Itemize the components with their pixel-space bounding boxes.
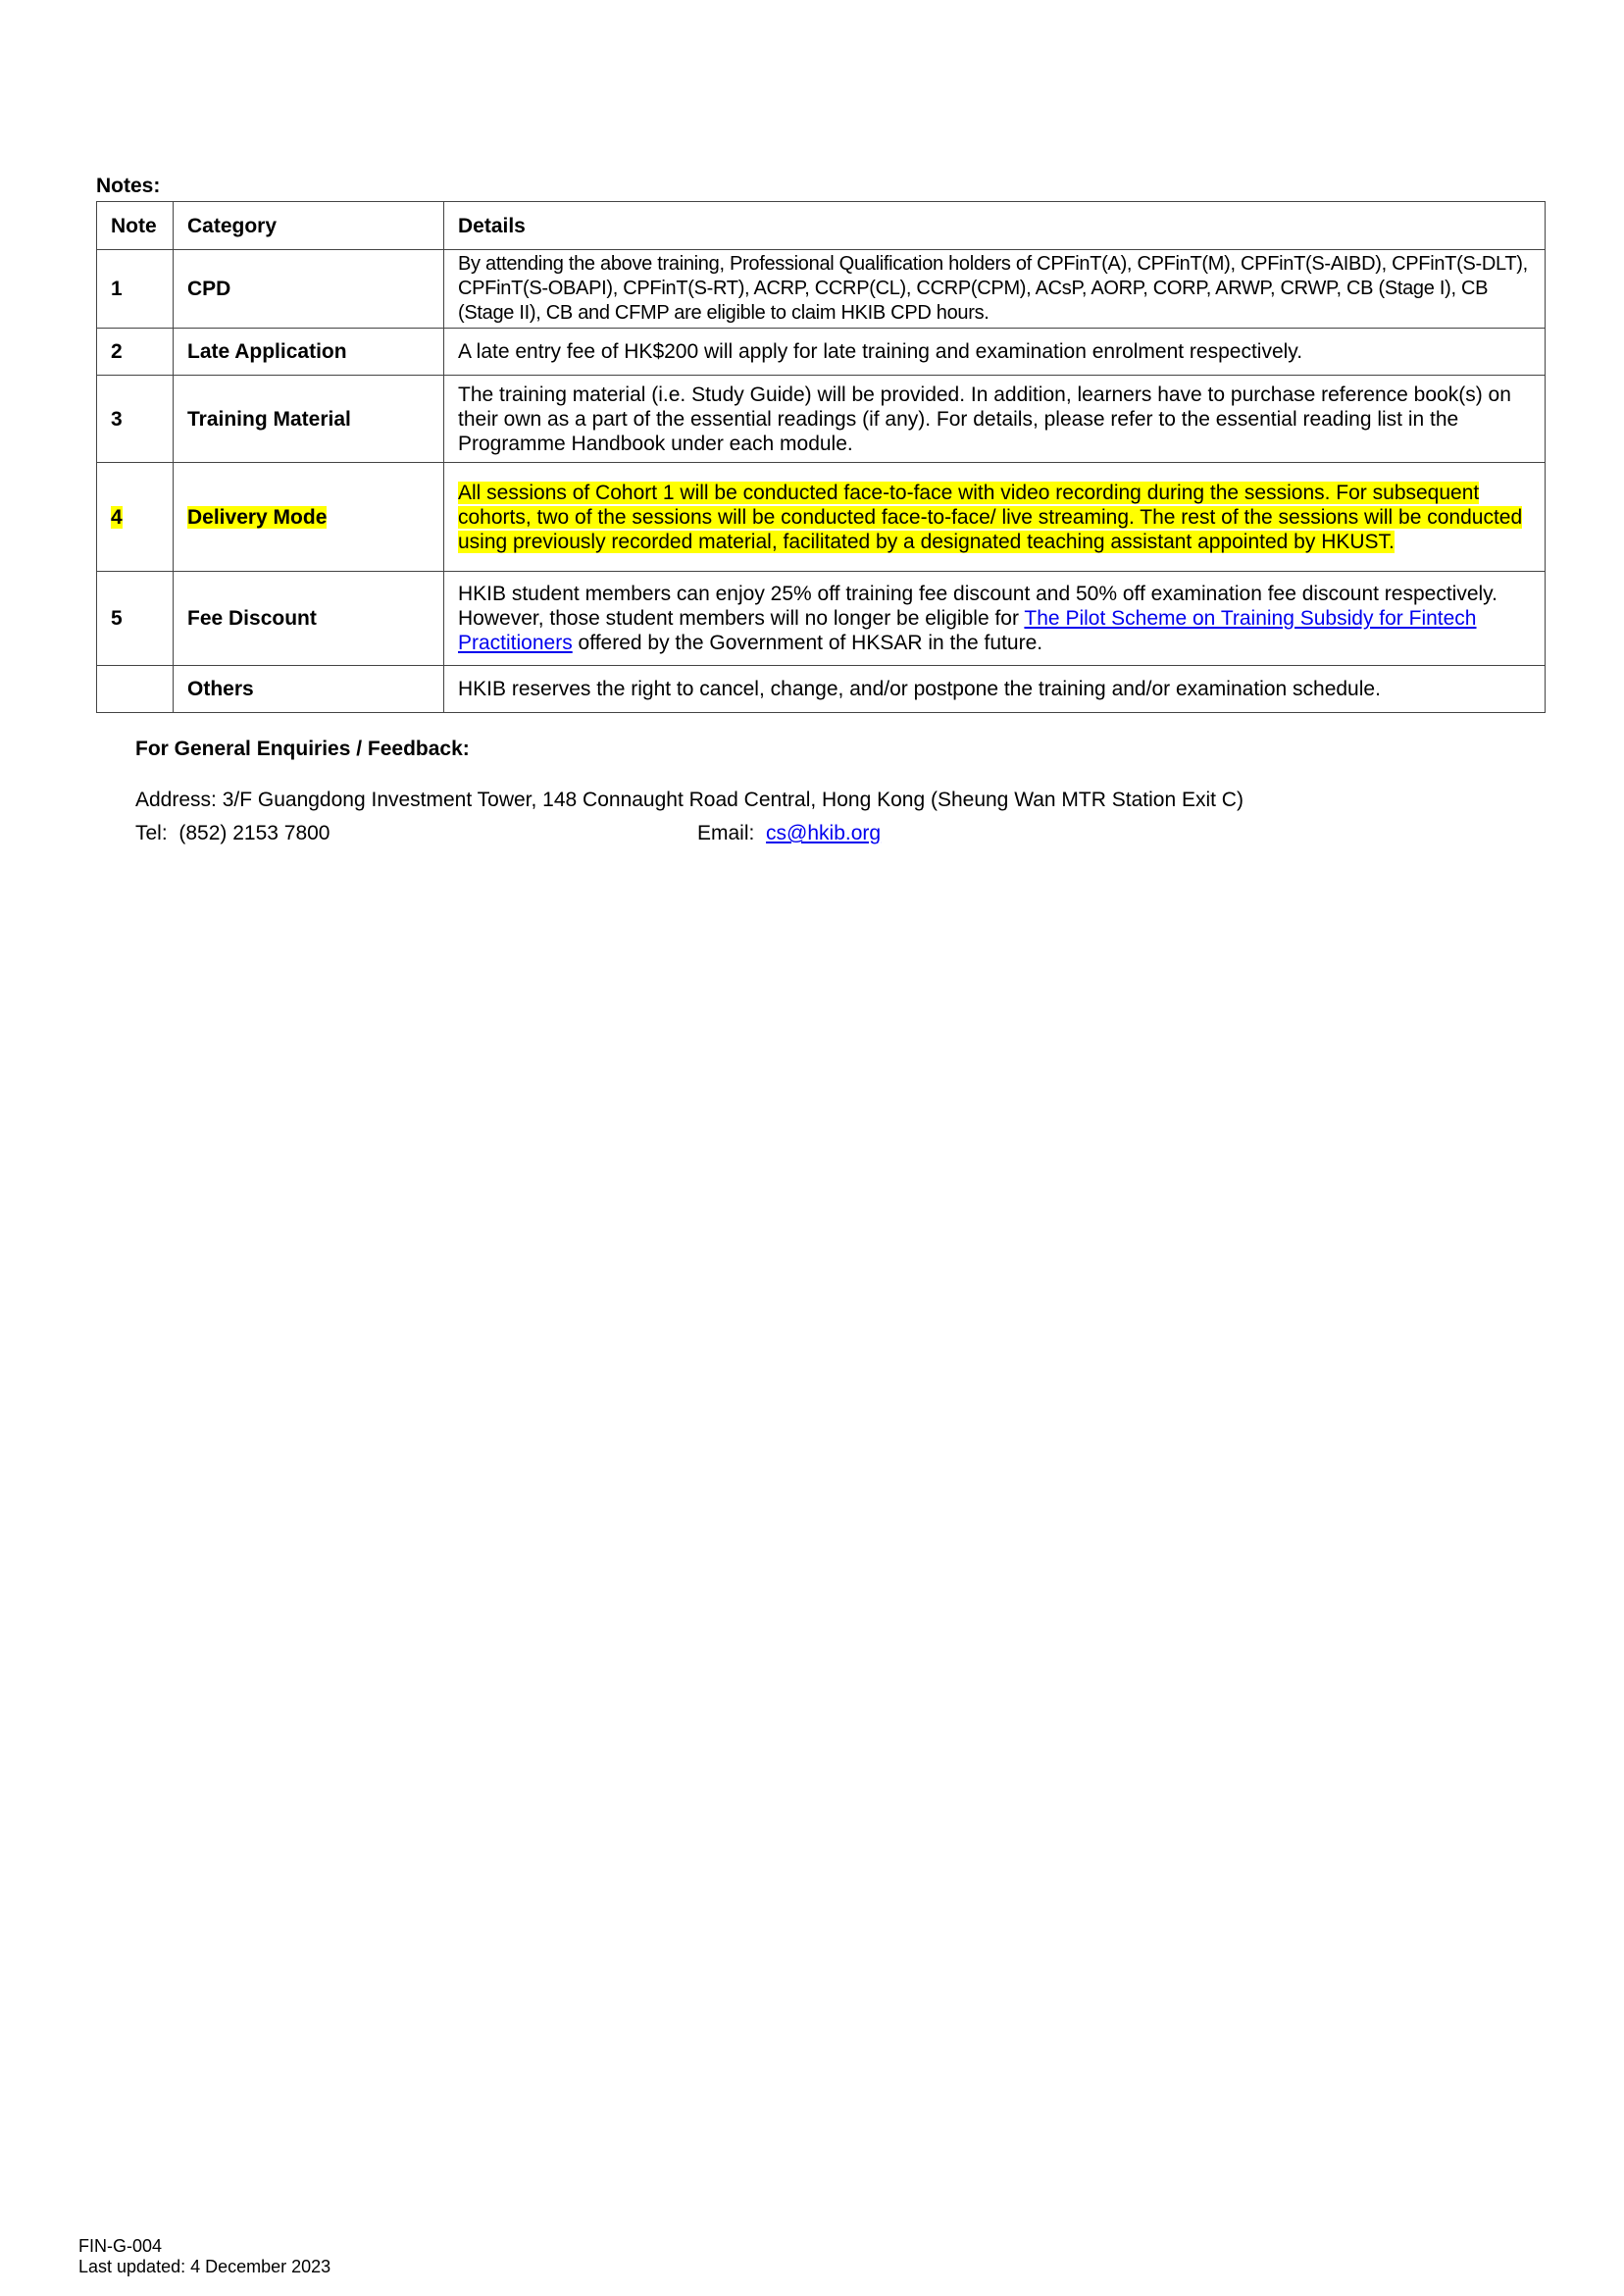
tel-number: (852) 2153 7800 (178, 822, 330, 844)
table-header-row (97, 202, 1546, 250)
note-number: 2 (97, 329, 174, 376)
note-number (97, 666, 174, 713)
header-details: Details (444, 202, 1546, 250)
contact-address: Address: 3/F Guangdong Investment Tower, 148 Connaught Road Central, Hong Kong (Sheung Wan MTR Station Exit C) (135, 789, 1243, 811)
document-code: FIN-G-004 (78, 2236, 163, 2256)
email-label: Email: (697, 822, 755, 844)
note-details: HKIB reserves the right to cancel, change, and/or postpone the training and/or examination schedule. (444, 666, 1546, 713)
note-details: The training material (i.e. Study Guide) will be provided. In addition, learners have to purchase reference book(s) on their own as a part of the essential readings (if any). For details, please refer to the essential reading list in the Programme Handbook under each module. (444, 376, 1546, 463)
note-details-highlight: All sessions of Cohort 1 will be conducted face-to-face with video recording during the sessions. For subsequent cohorts, two of the sessions will be conducted face-to-face/ live streaming. The rest of the sessions will be conducted using previously recorded material, facilitated by a designated teaching assistant appointed by HKUST. (458, 481, 1523, 553)
note-details: By attending the above training, Professional Qualification holders of CPFinT(A), CPFinT(M), CPFinT(S-AIBD), CPFinT(S-DLT), CPFinT(S-OBAPI), CPFinT(S-RT), ACRP, CCRP(CL), CCRP(CPM), ACsP, AORP, CORP, ARWP, CRWP, CB (Stage I), CB (Stage II), CB and CFMP are eligible to claim HKIB CPD hours. (444, 250, 1546, 329)
note-category: CPD (174, 250, 444, 329)
contact-tel (135, 822, 330, 845)
header-note: Note (97, 202, 174, 250)
note-details: A late entry fee of HK$200 will apply for late training and examination enrolment respectively. (444, 329, 1546, 376)
note-category-highlight: Delivery Mode (187, 505, 328, 529)
fee-discount-text-before: HKIB student members can enjoy 25% off training fee discount and 50% off examination fee discount respectively. However, those student members will no longer be eligible for (458, 583, 1497, 630)
pilot-scheme-link[interactable]: The Pilot Scheme on Training Subsidy for Fintech Practitioners (458, 607, 1477, 654)
enquiries-title: For General Enquiries / Feedback: (135, 738, 470, 760)
table-row (97, 463, 1546, 572)
tel-label: Tel: (135, 822, 168, 844)
note-number (97, 463, 174, 572)
note-number: 5 (97, 572, 174, 666)
note-number: 3 (97, 376, 174, 463)
contact-email (697, 822, 881, 845)
note-category: Fee Discount (174, 572, 444, 666)
table-row (97, 376, 1546, 463)
note-number: 1 (97, 250, 174, 329)
table-row (97, 666, 1546, 713)
email-link[interactable]: cs@hkib.org (766, 822, 882, 844)
note-category (174, 463, 444, 572)
table-row (97, 329, 1546, 376)
header-category: Category (174, 202, 444, 250)
note-number-highlight: 4 (111, 505, 123, 529)
note-category: Training Material (174, 376, 444, 463)
note-category: Late Application (174, 329, 444, 376)
last-updated: Last updated: 4 December 2023 (78, 2257, 331, 2276)
table-row (97, 250, 1546, 329)
fee-discount-text-after: offered by the Government of HKSAR in the future. (572, 632, 1043, 654)
note-details (444, 463, 1546, 572)
notes-title: Notes: (96, 175, 161, 197)
note-details (444, 572, 1546, 666)
footer (78, 2236, 330, 2277)
notes-table (96, 201, 1546, 713)
note-category: Others (174, 666, 444, 713)
table-row (97, 572, 1546, 666)
